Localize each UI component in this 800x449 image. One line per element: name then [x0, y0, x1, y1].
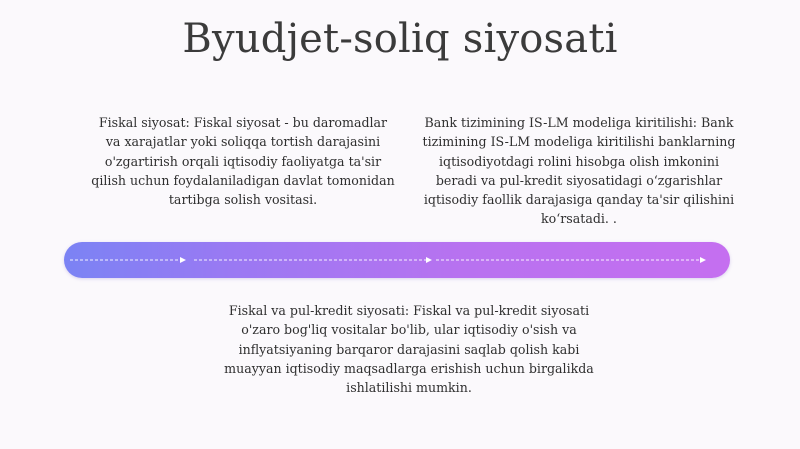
text-block-fiskal-pul-kredit: Fiskal va pul-kredit siyosati: Fiskal va pul-kredit siyosati o'zaro bog'liq vositalar bo'lib, ular iqtisodiy o'sish va inflyatsiyaning barqaror darajasini saqlab qolish kabi muayyan iqtisodiy maqsadlarga erishish uchun birgalikda ishlatilishi mumkin.: [224, 303, 594, 396]
timeline-bar: [64, 242, 730, 278]
timeline-arrows: [64, 242, 730, 278]
text-block-fiskal-siyosat: Fiskal siyosat: Fiskal siyosat - bu daromadlar va xarajatlar yoki soliqqa tortish darajasini o'zgartirish orqali iqtisodiy faoliyatga ta'sir qilish uchun foydalaniladigan davlat tomonidan tartibga solish vositasi.: [91, 115, 395, 208]
timeline-arrowhead-2: [426, 257, 432, 263]
timeline-arrowhead-1: [180, 257, 186, 263]
page-title: Byudjet-soliq siyosati: [182, 16, 618, 62]
text-block-is-lm-model: Bank tizimining IS-LM modeliga kiritilishi: Bank tizimining IS-LM modeliga kiritilishi banklarning iqtisodiyotdagi rolini hisobga olish imkonini beradi va pul-kredit siyosatidagi o‘zgarishlar iqtisodiy faollik darajasiga qanday ta'sir qilishini ko‘rsatadi. .: [422, 115, 736, 227]
timeline-arrowhead-3: [700, 257, 706, 263]
